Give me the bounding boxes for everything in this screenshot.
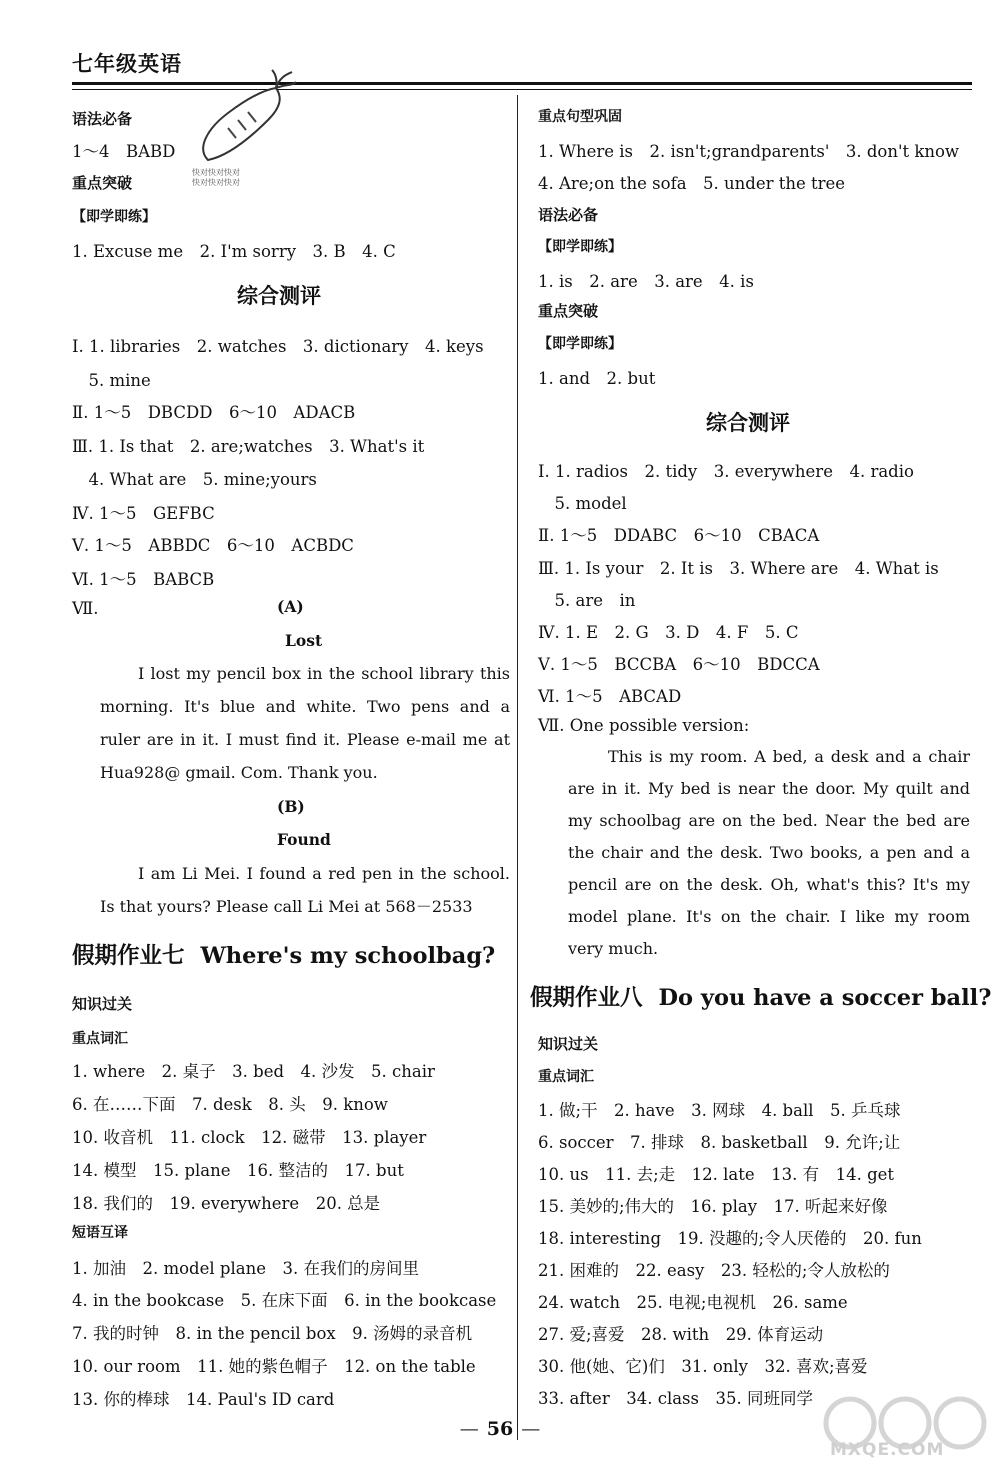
writing-a-label: (A) [277,597,304,616]
writing-b-label: (B) [277,797,305,816]
answer-line: Ⅴ. 1～5 BCCBA 6～10 BDCCA [538,655,820,674]
answer-line: Ⅵ. 1～5 BABCB [72,570,215,589]
section-label: 重点突破 [72,174,133,192]
section-label: 重点词汇 [72,1031,128,1047]
answer-line: 1. 做;干 2. have 3. 网球 4. ball 5. 乒乓球 [538,1101,901,1120]
answer-line: 5. mine [72,371,151,390]
right-writing-text: This is my room. A bed, a desk and a chair are in it. My bed is near the door. My quilt and my schoolbag are on the bed. Near the bed are the chair and the desk. Two books, a pen and a pencil are on the desk. Oh, what's this? It's my model plane. It's on the chair. I like my room very much. [568,747,970,958]
sticker-caption: 快对快对快对 快对快对快对 [192,168,240,187]
section-label: 【即学即练】 [538,239,622,255]
page-number: — 56 — [459,1418,541,1440]
answer-line: Ⅵ. 1～5 ABCAD [538,687,682,706]
answer-line: Ⅳ. 1. E 2. G 3. D 4. F 5. C [538,623,799,642]
writing-b-text: I am Li Mei. I found a red pen in the school. Is that yours? Please call Li Mei at 568－2533 [100,864,510,916]
column-divider [517,95,518,1440]
answer-line: Ⅱ. 1～5 DBCDD 6～10 ADACB [72,403,356,422]
answer-line: 1～4 BABD [72,142,176,161]
answer-line: 1. 加油 2. model plane 3. 在我们的房间里 [72,1259,419,1278]
unit8-en: Do you have a soccer ball? [658,985,992,1011]
right-column [530,100,992,1410]
answer-line: Ⅱ. 1～5 DDABC 6～10 CBACA [538,526,820,545]
section-label: 短语互译 [72,1225,128,1241]
writing-a-title: Lost [285,631,323,650]
unit7-en: Where's my schoolbag? [200,943,496,969]
section-label: 知识过关 [72,995,133,1013]
section-label: 语法必备 [72,110,133,128]
answer-line: 10. our room 11. 她的紫色帽子 12. on the table [72,1357,476,1376]
section-label: 重点词汇 [538,1069,594,1085]
answer-line: Ⅲ. 1. Is that 2. are;watches 3. What's it [72,437,425,456]
answer-line: 4. in the bookcase 5. 在床下面 6. in the bookcase [72,1291,497,1310]
left-test-heading: 综合测评 [237,284,321,308]
section-label: 知识过关 [538,1035,599,1053]
answer-line: Ⅴ. 1～5 ABBDC 6～10 ACBDC [72,536,354,555]
writing-b-title: Found [277,830,331,849]
unit8-heading [530,980,991,1012]
answer-line: Ⅲ. 1. Is your 2. It is 3. Where are 4. What is [538,559,939,578]
answer-line: Ⅳ. 1～5 GEFBC [72,504,215,523]
answer-line: 1. where 2. 桌子 3. bed 4. 沙发 5. chair [72,1062,435,1081]
unit7-cn: 假期作业七 [72,943,185,969]
answer-line: 5. are in [538,591,636,610]
section-label: 【即学即练】 [72,209,156,225]
answer-line: 1. is 2. are 3. are 4. is [538,272,754,291]
page-number-value: 56 [486,1418,514,1440]
page-header-title: 七年级英语 [72,52,182,76]
section-label: 重点突破 [538,302,599,320]
unit8-cn: 假期作业八 [530,985,643,1011]
answer-line: 7. 我的时钟 8. in the pencil box 9. 汤姆的录音机 [72,1324,473,1343]
answer-line: 6. soccer 7. 排球 8. basketball 9. 允许;让 [538,1133,901,1152]
answer-line: Ⅶ. [72,599,99,618]
answer-line: 21. 困难的 22. easy 23. 轻松的;令人放松的 [538,1261,890,1280]
answer-line: 1. Excuse me 2. I'm sorry 3. B 4. C [72,242,396,261]
watermark-text: MXQE.COM [830,1440,945,1460]
section-label: 语法必备 [538,206,599,224]
answer-line: 30. 他(她、它)们 31. only 32. 喜欢;喜爱 [538,1357,868,1376]
right-test-heading: 综合测评 [706,411,790,435]
answer-line: 10. 收音机 11. clock 12. 磁带 13. player [72,1128,427,1147]
left-column [72,100,508,1410]
answer-line: 1. Where is 2. isn't;grandparents' 3. don't know [538,142,960,161]
answer-line: 18. interesting 19. 没趣的;令人厌倦的 20. fun [538,1229,922,1248]
answer-line: 18. 我们的 19. everywhere 20. 总是 [72,1194,381,1213]
section-label: 重点句型巩固 [538,109,622,125]
answer-line: 1. and 2. but [538,369,656,388]
answer-line: 14. 模型 15. plane 16. 整洁的 17. but [72,1161,404,1180]
unit7-heading [72,938,495,970]
answer-line: 33. after 34. class 35. 同班同学 [538,1389,813,1408]
answer-line: Ⅰ. 1. radios 2. tidy 3. everywhere 4. radio [538,462,914,481]
answer-line: 24. watch 25. 电视;电视机 26. same [538,1293,848,1312]
answer-line: 10. us 11. 去;走 12. late 13. 有 14. get [538,1165,895,1184]
answer-line: 27. 爱;喜爱 28. with 29. 体育运动 [538,1325,824,1344]
answer-line: 4. Are;on the sofa 5. under the tree [538,174,846,193]
answer-line: 4. What are 5. mine;yours [72,470,317,489]
answer-line: Ⅰ. 1. libraries 2. watches 3. dictionary 4. keys [72,337,484,356]
section-label: 【即学即练】 [538,336,622,352]
answer-line: 15. 美妙的;伟大的 16. play 17. 听起来好像 [538,1197,888,1216]
answer-line: Ⅶ. One possible version: [538,716,750,735]
writing-a-text: I lost my pencil box in the school library this morning. It's blue and white. Two pens and a ruler are in it. I must find it. Please e-mail me at Hua928@ gmail. Com. Thank you. [100,664,510,782]
answer-line: 13. 你的棒球 14. Paul's ID card [72,1390,335,1409]
answer-line: 6. 在……下面 7. desk 8. 头 9. know [72,1095,388,1114]
answer-line: 5. model [538,494,627,513]
